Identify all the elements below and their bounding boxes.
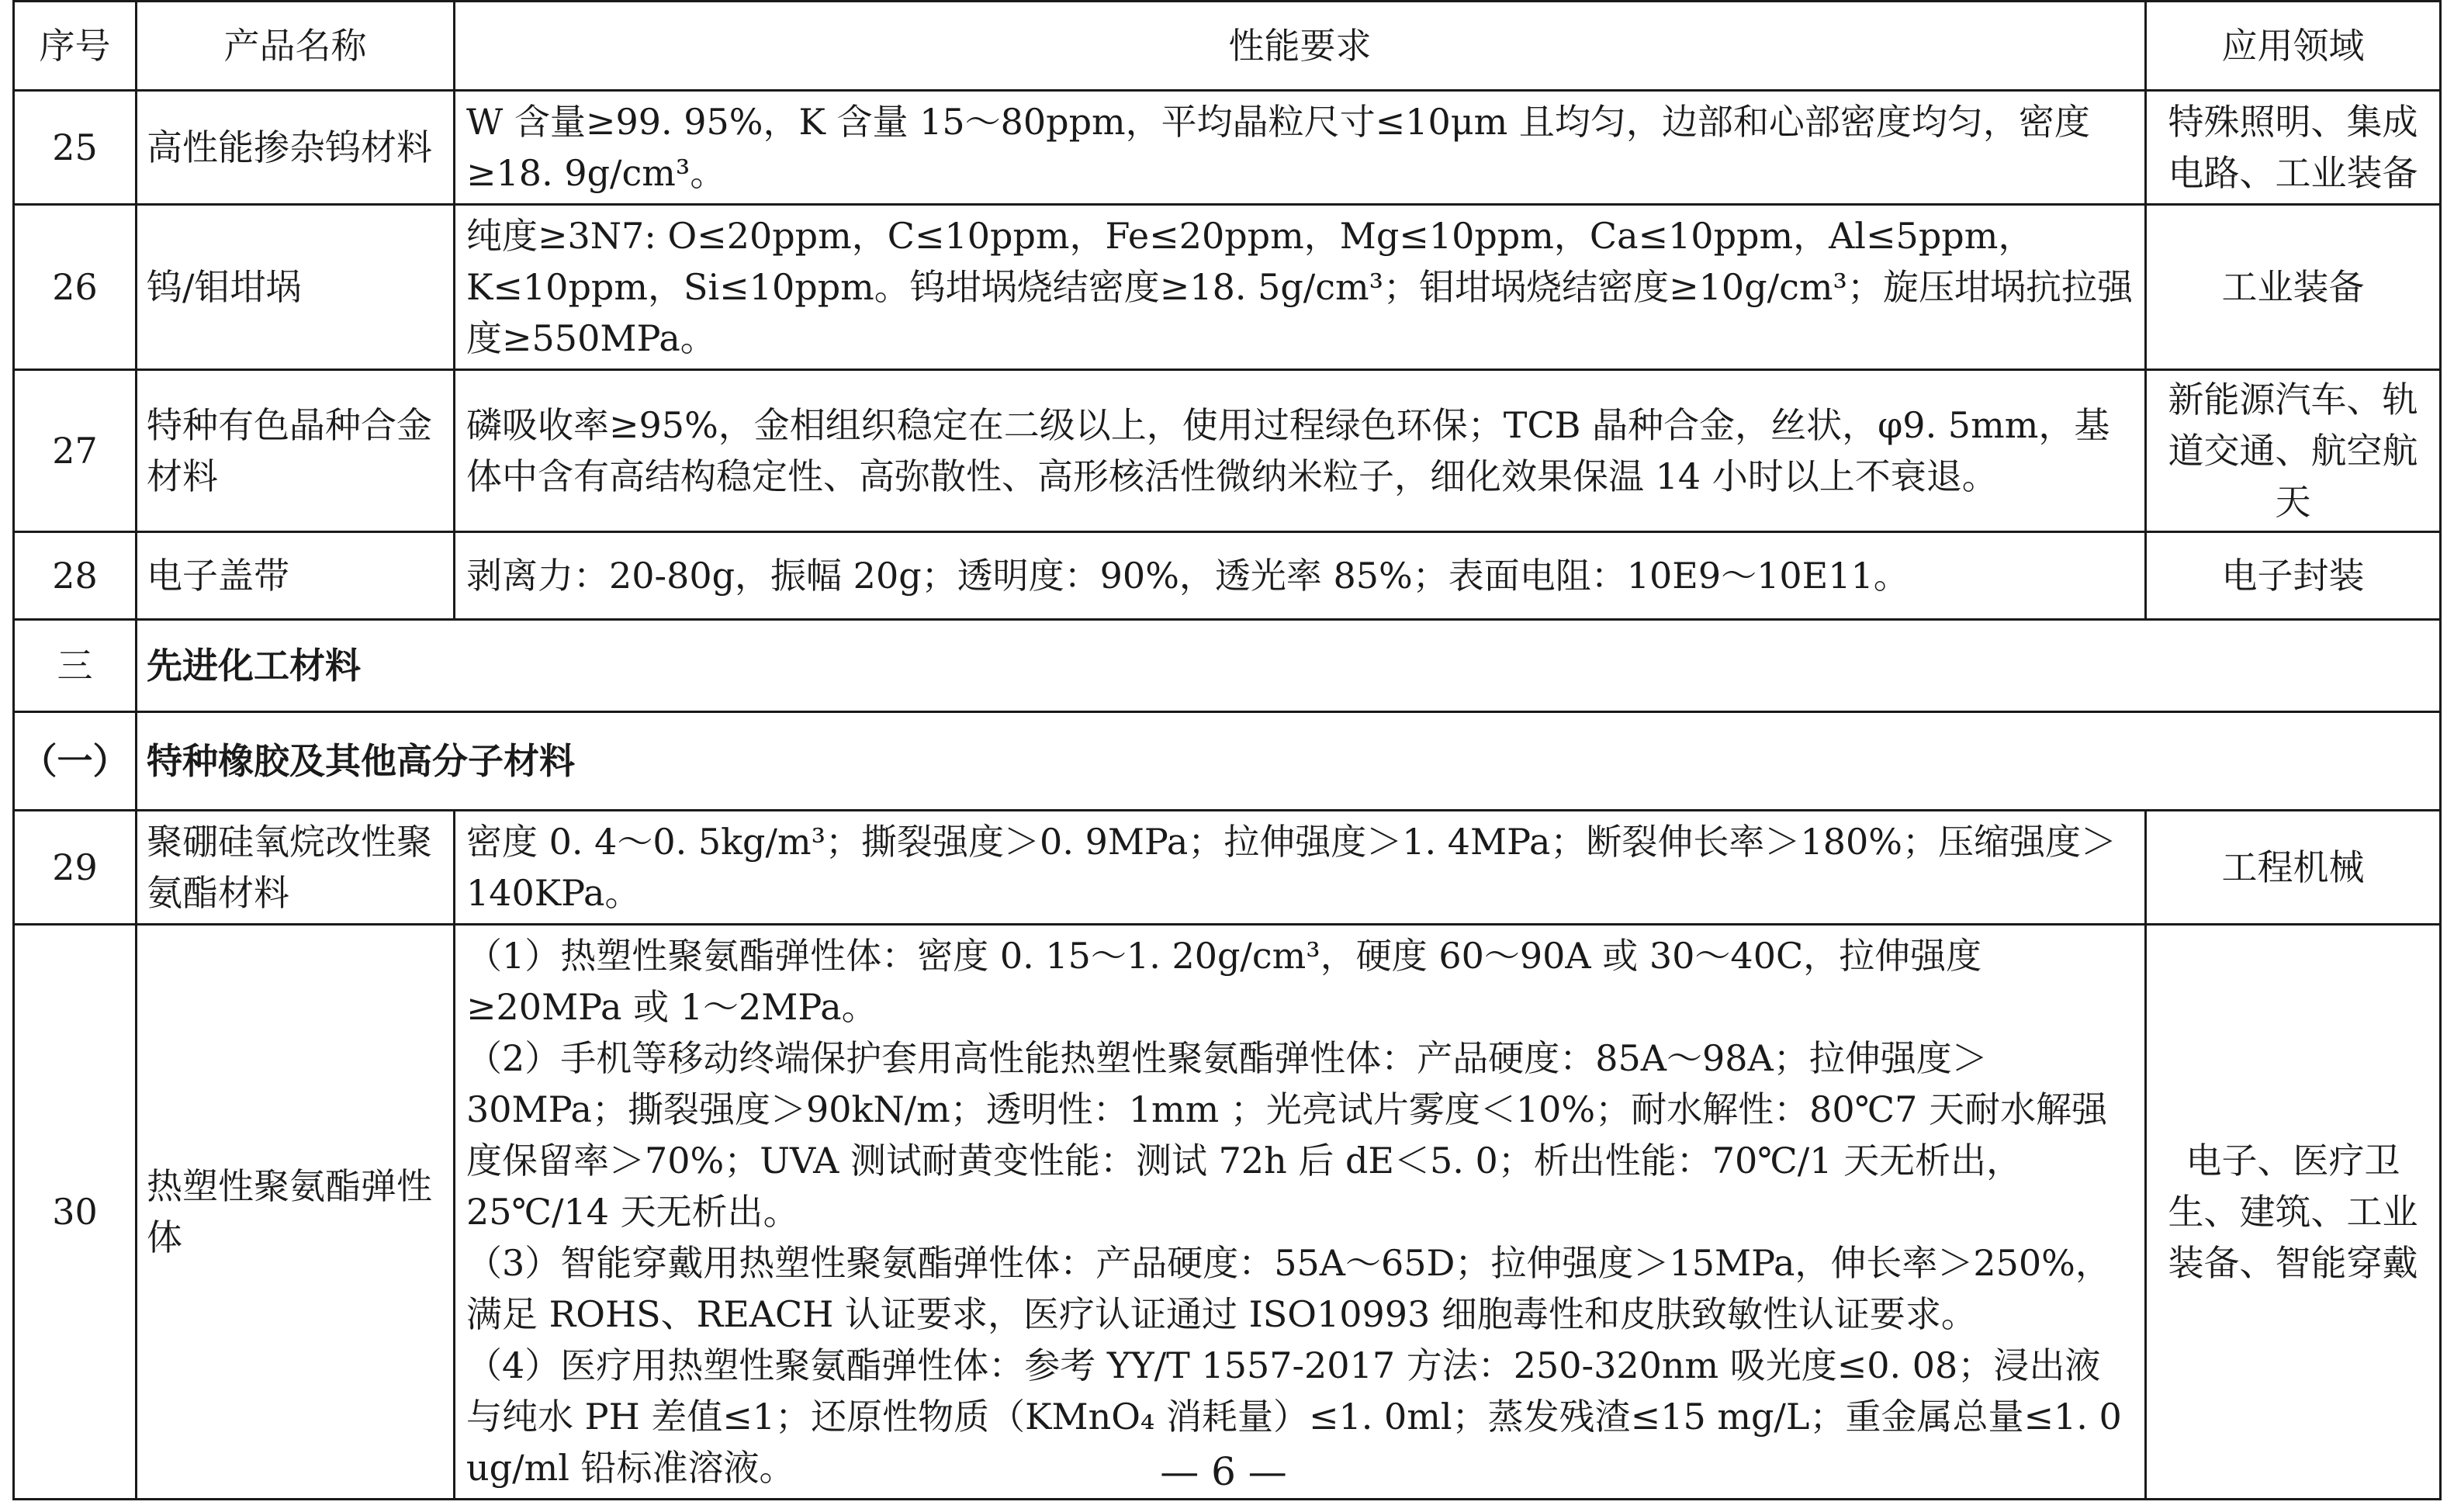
application-field: 新能源汽车、轨道交通、航空航天 [2146,370,2441,532]
table-row [14,532,2441,620]
subsection-row [14,712,2441,811]
application-field: 电子封装 [2146,532,2441,620]
table-header-row [14,2,2441,91]
application-field: 特殊照明、集成电路、工业装备 [2146,91,2441,205]
header-product-name: 产品名称 [137,2,455,91]
product-name: 电子盖带 [137,532,455,620]
performance-spec [455,925,2146,1500]
product-name: 钨/钼坩埚 [137,205,455,370]
subsection-number: （一） [14,712,137,811]
row-number: 28 [14,532,137,620]
spec-line: 密度 0. 4～0. 5kg/m³；撕裂强度＞0. 9MPa；拉伸强度＞1. 4MPa；断裂伸长率＞180%；压缩强度＞140KPa。 [466,821,2116,914]
product-name: 热塑性聚氨酯弹性体 [137,925,455,1500]
table-row [14,925,2441,1500]
application-field: 电子、医疗卫生、建筑、工业装备、智能穿戴 [2146,925,2441,1500]
table-row [14,205,2441,370]
application-field: 工业装备 [2146,205,2441,370]
table-row [14,370,2441,532]
spec-line: W 含量≥99. 95%，K 含量 15～80ppm，平均晶粒尺寸≤10μm 且均匀，边部和心部密度均匀，密度≥18. 9g/cm³。 [466,101,2090,194]
section-row [14,620,2441,712]
row-number: 27 [14,370,137,532]
performance-spec [455,205,2146,370]
table-row [14,811,2441,925]
performance-spec [455,91,2146,205]
header-serial: 序号 [14,2,137,91]
performance-spec [455,532,2146,620]
product-table [12,0,2442,1500]
product-name: 聚硼硅氧烷改性聚氨酯材料 [137,811,455,925]
header-application: 应用领域 [2146,2,2441,91]
performance-spec [455,811,2146,925]
header-performance: 性能要求 [455,2,2146,91]
subsection-title: 特种橡胶及其他高分子材料 [137,712,2441,811]
spec-line: 剥离力：20-80g，振幅 20g；透明度：90%，透光率 85%；表面电阻：10E9～10E11。 [466,555,1909,597]
performance-spec [455,370,2146,532]
spec-line: （2）手机等移动终端保护套用高性能热塑性聚氨酯弹性体：产品硬度：85A～98A；拉伸强度＞30MPa；撕裂强度＞90kN/m；透明性：1mm ；光亮试片雾度＜10%；耐水解性：80℃7 天耐水解强度保留率＞70%；UVA 测试耐黄变性能：测试 72h 后 dE＜5. 0；析出性能：70℃/1 天无析出，25℃/14 天无析出。 [466,1037,2107,1233]
page-number: — 6 — [1160,1449,1287,1494]
spec-line: （4）医疗用热塑性聚氨酯弹性体：参考 YY/T 1557-2017 方法：250-320nm 吸光度≤0. 08；浸出液与纯水 PH 差值≤1；还原性物质（KMnO₄ 消耗量）≤1. 0ml；蒸发残渣≤15 mg/L；重金属总量≤1. 0 ug/ml 铅标准溶液。 [466,1344,2122,1489]
table-row [14,91,2441,205]
row-number: 25 [14,91,137,205]
application-field: 工程机械 [2146,811,2441,925]
document-page [12,0,2439,1500]
spec-line: 磷吸收率≥95%，金相组织稳定在二级以上，使用过程绿色环保；TCB 晶种合金，丝状，φ9. 5mm，基体中含有高结构稳定性、高弥散性、高形核活性微纳米粒子，细化效果保温 14 小时以上不衰退。 [466,404,2110,497]
spec-line: （3）智能穿戴用热塑性聚氨酯弹性体：产品硬度：55A～65D；拉伸强度＞15MPa，伸长率＞250%，满足 ROHS、REACH 认证要求，医疗认证通过 ISO10993 细胞毒性和皮肤致敏性认证要求。 [466,1242,2111,1335]
row-number: 30 [14,925,137,1500]
section-number: 三 [14,620,137,712]
spec-line: 纯度≥3N7: O≤20ppm，C≤10ppm，Fe≤20ppm，Mg≤10ppm，Ca≤10ppm，Al≤5ppm，K≤10ppm，Si≤10ppm。钨坩埚烧结密度≥18. 5g/cm³；钼坩埚烧结密度≥10g/cm³；旋压坩埚抗拉强度≥550MPa。 [466,215,2133,359]
spec-line: （1）热塑性聚氨酯弹性体：密度 0. 15～1. 20g/cm³，硬度 60～90A 或 30～40C，拉伸强度≥20MPa 或 1～2MPa。 [466,935,1982,1028]
product-name: 高性能掺杂钨材料 [137,91,455,205]
row-number: 26 [14,205,137,370]
section-title: 先进化工材料 [137,620,2441,712]
product-name: 特种有色晶种合金材料 [137,370,455,532]
row-number: 29 [14,811,137,925]
